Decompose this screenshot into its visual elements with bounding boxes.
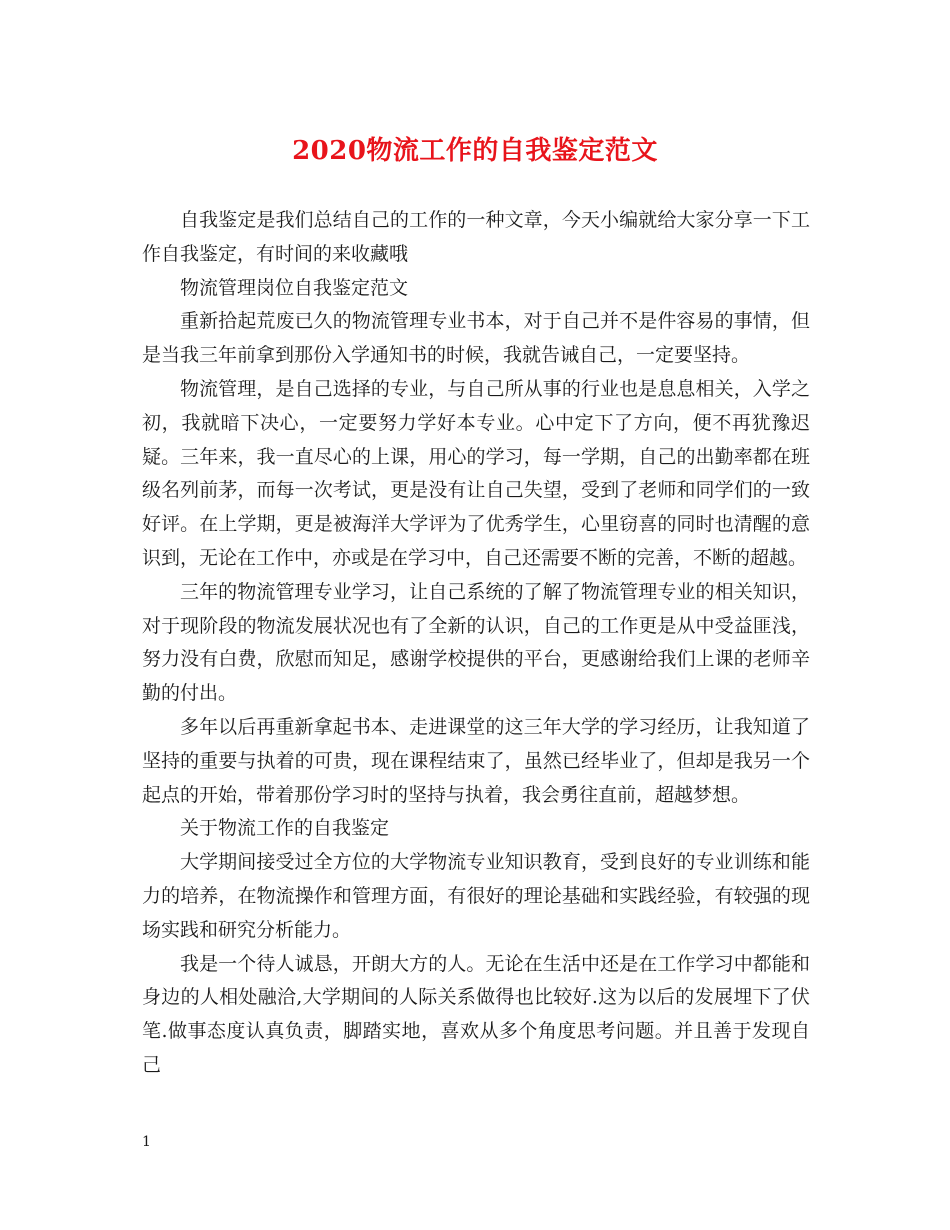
paragraph: 大学期间接受过全方位的大学物流专业知识教育，受到良好的专业训练和能力的培养，在物流操作和管理方面，有很好的理论基础和实践经验，有较强的现场实践和研究分析能力。 (142, 851, 810, 941)
document-body (142, 204, 810, 1083)
paragraph-intro: 自我鉴定是我们总结自己的工作的一种文章，今天小编就给大家分享一下工作自我鉴定，有时间的来收藏哦 (142, 209, 810, 265)
paragraph: 物流管理，是自己选择的专业，与自己所从事的行业也是息息相关，入学之初，我就暗下决心，一定要努力学好本专业。心中定下了方向，便不再犹豫迟疑。三年来，我一直尽心的上课，用心的学习，每一学期，自己的出勤率都在班级名列前茅，而每一次考试，更是没有让自己失望，受到了老师和同学们的一致好评。在上学期，更是被海洋大学评为了优秀学生，心里窃喜的同时也清醒的意识到，无论在工作中，亦或是在学习中，自己还需要不断的完善，不断的超越。 (142, 377, 810, 569)
section-heading-logistics-position: 物流管理岗位自我鉴定范文 (180, 276, 409, 299)
paragraph: 多年以后再重新拿起书本、走进课堂的这三年大学的学习经历，让我知道了坚持的重要与执着的可贵，现在课程结束了，虽然已经毕业了，但却是我另一个起点的开始，带着那份学习时的坚持与执着，我会勇往直前，超越梦想。 (142, 715, 810, 806)
document-title: 2020物流工作的自我鉴定范文 (292, 136, 658, 166)
page-number: 1 (142, 1134, 151, 1150)
section-heading-logistics-work: 关于物流工作的自我鉴定 (180, 817, 390, 840)
paragraph: 我是一个待人诚恳，开朗大方的人。无论在生活中还是在工作学习中都能和身边的人相处融洽,大学期间的人际关系做得也比较好.这为以后的发展埋下了伏笔.做事态度认真负责，脚踏实地，喜欢从多个角度思考问题。并且善于发现自己 (142, 952, 810, 1076)
paragraph: 三年的物流管理专业学习，让自己系统的了解了物流管理专业的相关知识，对于现阶段的物流发展状况也有了全新的认识，自己的工作更是从中受益匪浅，努力没有白费，欣慰而知足，感谢学校提供的平台，更感谢给我们上课的老师辛勤的付出。 (142, 580, 810, 705)
paragraph: 重新拾起荒废已久的物流管理专业书本，对于自己并不是件容易的事情，但是当我三年前拿到那份入学通知书的时候，我就告诫自己，一定要坚持。 (142, 310, 810, 367)
